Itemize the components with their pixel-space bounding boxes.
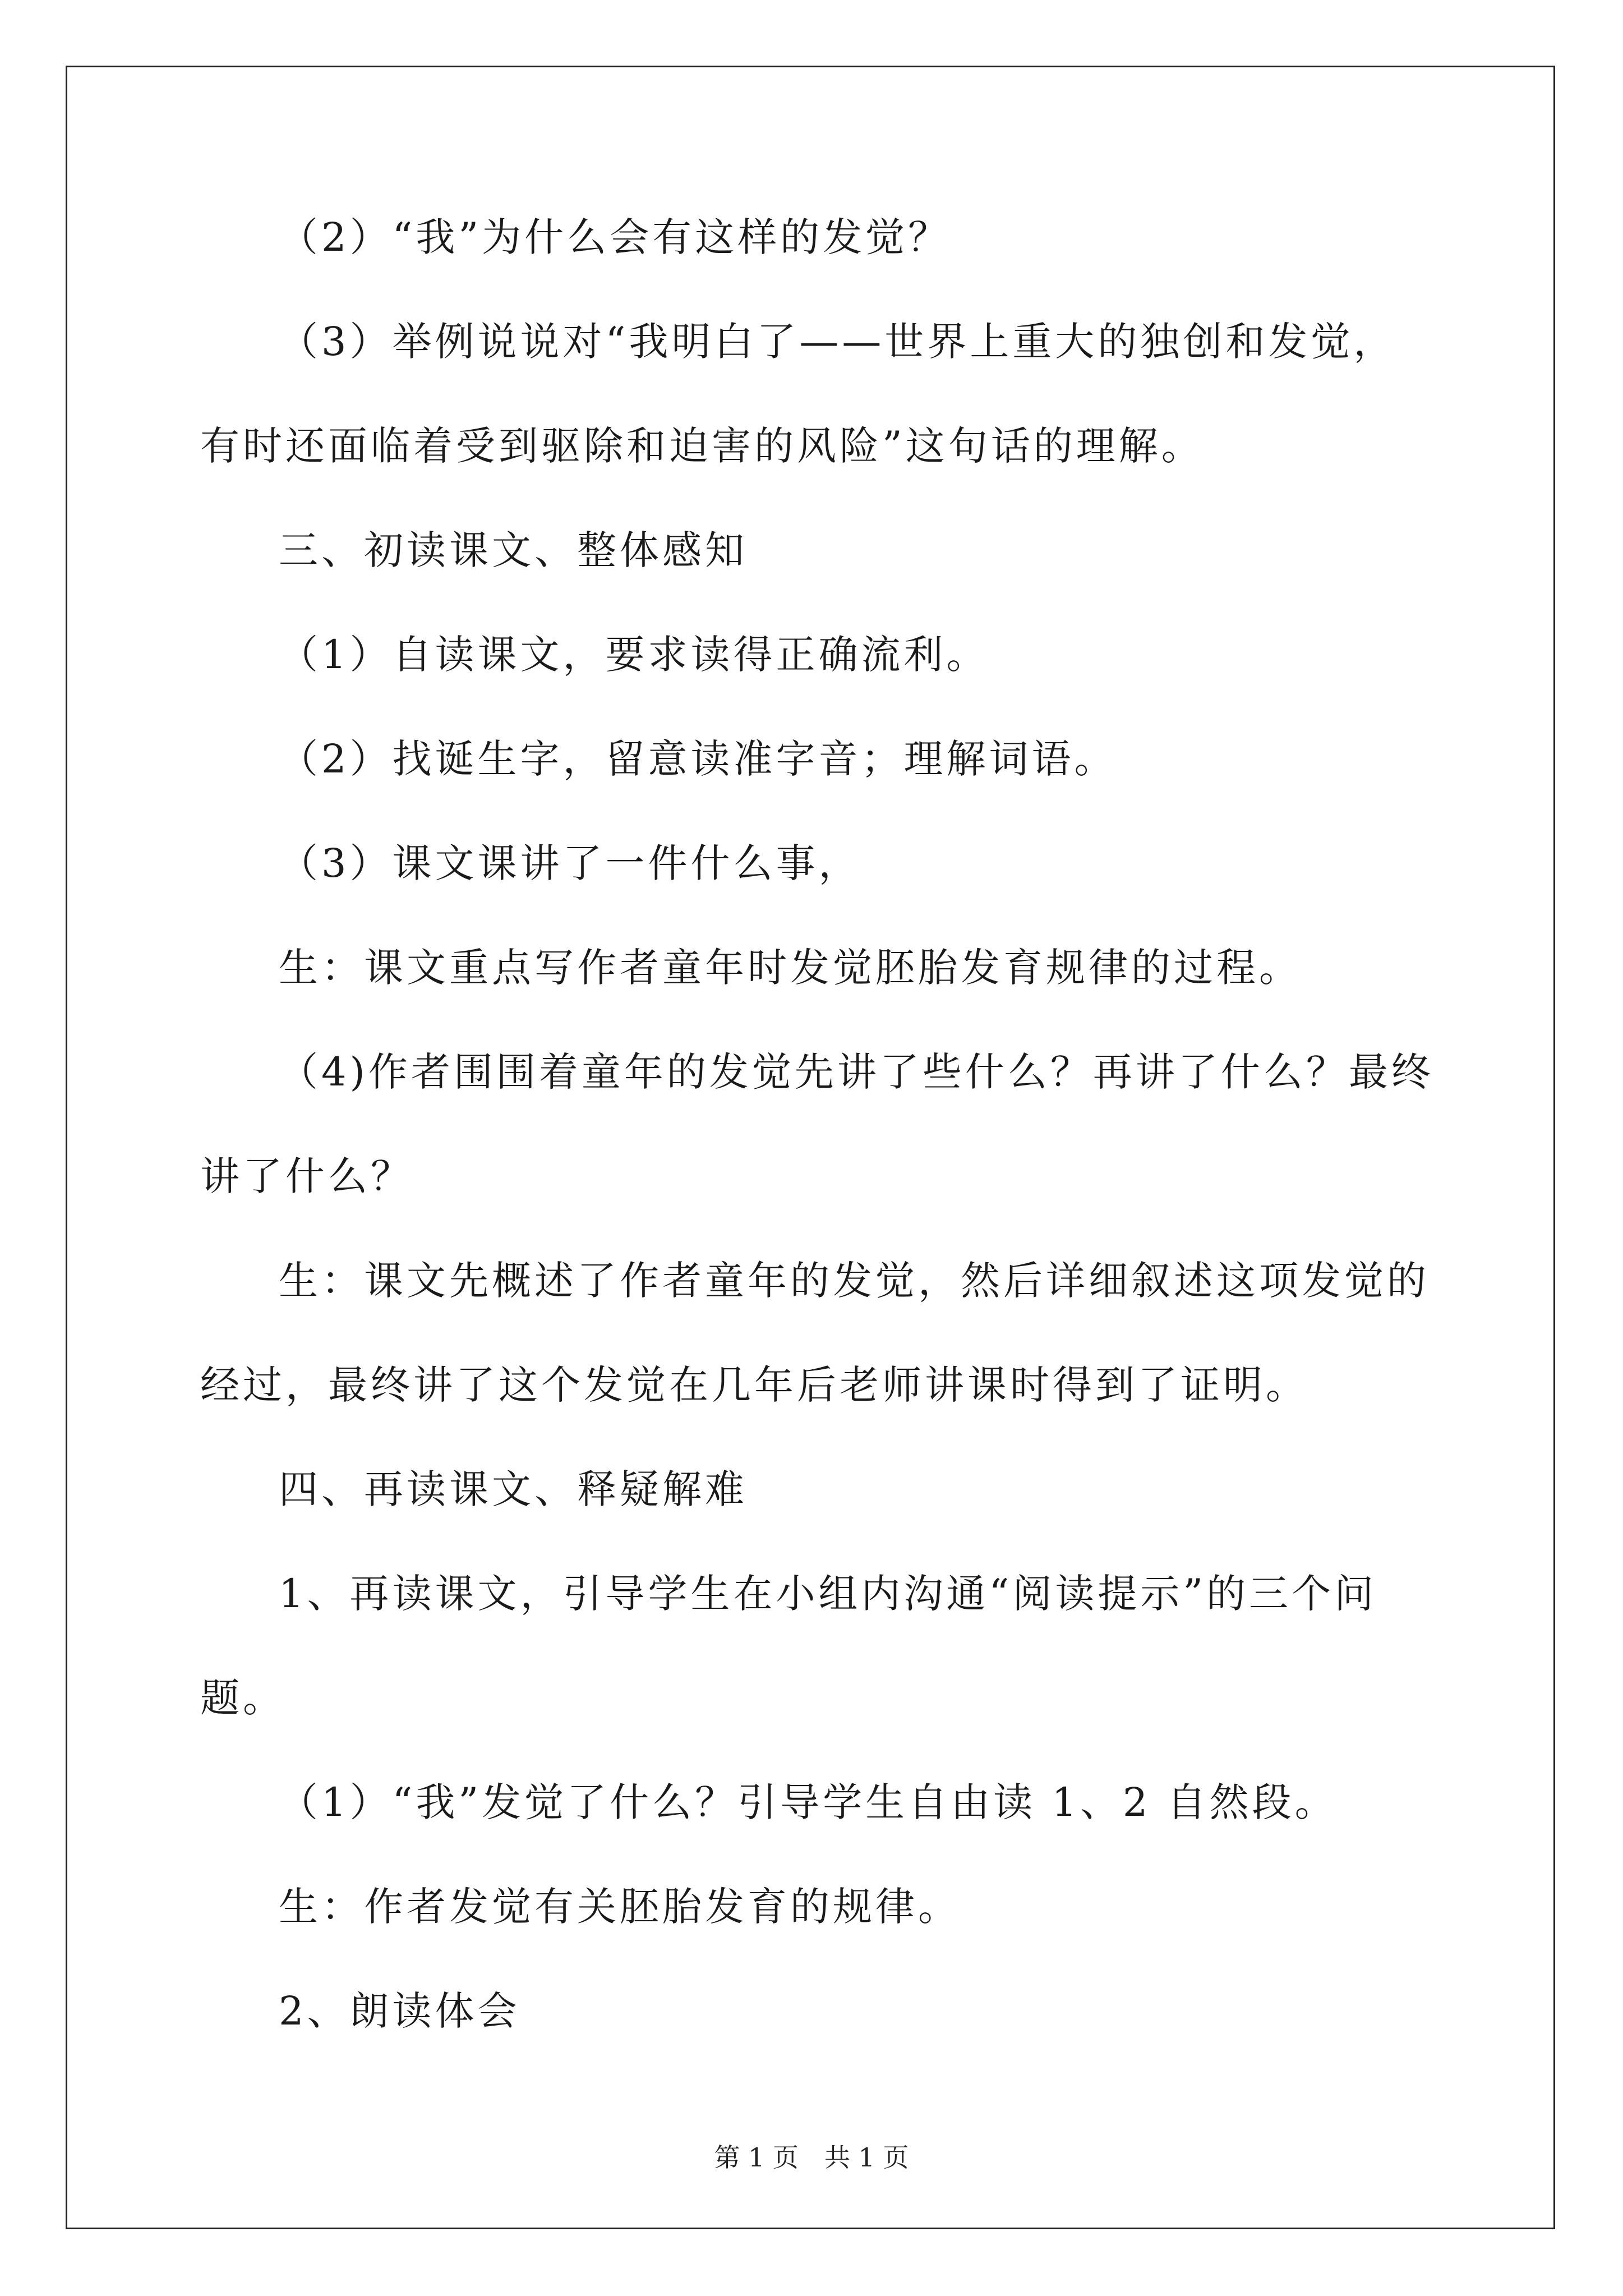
paragraph: 生：作者发觉有关胚胎发育的规律。 [279,1884,961,1930]
paragraph: 1、再读课文，引导学生在小组内沟通“阅读提示”的三个问题。 [200,1571,1377,1721]
paragraph: 2、朗读体会 [279,1988,520,2034]
page-footer: 第 1 页 共 1 页 [714,2142,909,2173]
paragraph: 生：课文重点写作者童年时发觉胚胎发育规律的过程。 [279,945,1302,991]
paragraph: （1）“我”发觉了什么？引导学生自由读 1、2 自然段。 [279,1779,1338,1825]
section-heading: 四、再读课文、释疑解难 [279,1466,748,1512]
section-heading: 三、初读课文、整体感知 [279,527,748,573]
paragraph: （2）“我”为什么会有这样的发觉？ [279,214,951,260]
document-body [200,185,1434,2063]
paragraph: 生：课文先概述了作者童年的发觉，然后详细叙述这项发觉的经过，最终讲了这个发觉在几年后老师讲课时得到了证明。 [200,1258,1430,1408]
paragraph: （3）课文课讲了一件什么事， [279,840,861,886]
paragraph: （3）举例说说对“我明白了——世界上重大的独创和发觉，有时还面临着受到驱除和迫害的风险”这句话的理解。 [200,319,1396,469]
paragraph: （1）自读课文，要求读得正确流利。 [279,632,989,678]
paragraph: （4)作者围围着童年的发觉先讲了些什么？再讲了什么？最终讲了什么？ [200,1049,1434,1199]
paragraph: （2）找诞生字，留意读准字音；理解词语。 [279,736,1117,782]
